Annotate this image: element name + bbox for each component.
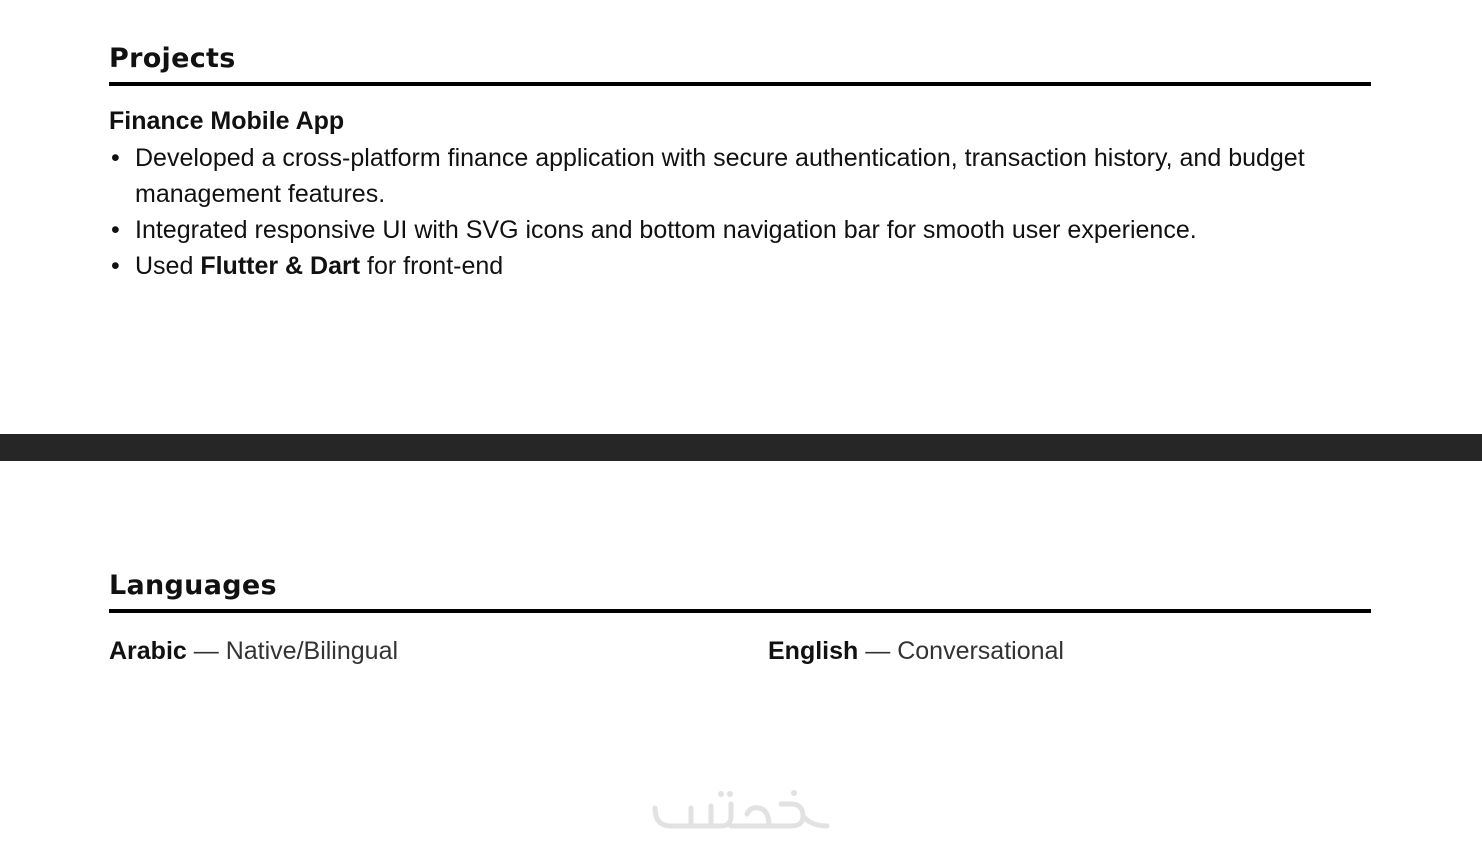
project-title: Finance Mobile App (109, 107, 345, 135)
tech-prefix: Used (135, 252, 194, 280)
project-bullet (109, 212, 1371, 248)
language-separator: — (865, 637, 891, 665)
projects-section (109, 42, 1371, 284)
bullet-dot: • (111, 144, 120, 172)
bullet-dot: • (111, 252, 120, 280)
language-name: English (768, 637, 859, 665)
bullet-text: Developed a cross-platform finance application with secure authentication, transaction history, and budget management features. (135, 144, 1305, 208)
khamsat-watermark-logo (651, 786, 831, 832)
language-level: Conversational (897, 637, 1064, 665)
project-bullet-tech (109, 248, 1371, 284)
languages-section (109, 569, 1371, 669)
project-bullet (109, 140, 1371, 212)
tech-stack: Flutter & Dart (200, 252, 361, 280)
projects-heading: Projects (109, 43, 236, 74)
languages-row (109, 633, 1371, 669)
language-item (109, 633, 398, 669)
language-name: Arabic (109, 637, 187, 665)
languages-heading: Languages (109, 570, 277, 601)
tech-suffix: for front-end (367, 252, 504, 280)
project-bullet-list (109, 140, 1371, 284)
language-level: Native/Bilingual (225, 637, 399, 665)
language-item (768, 633, 1064, 669)
page-break-band (0, 434, 1482, 461)
language-separator: — (193, 637, 219, 665)
bullet-text: Integrated responsive UI with SVG icons and bottom navigation bar for smooth user experience. (135, 216, 1197, 244)
projects-divider (109, 82, 1371, 86)
languages-divider (109, 609, 1371, 613)
bullet-dot: • (111, 216, 120, 244)
